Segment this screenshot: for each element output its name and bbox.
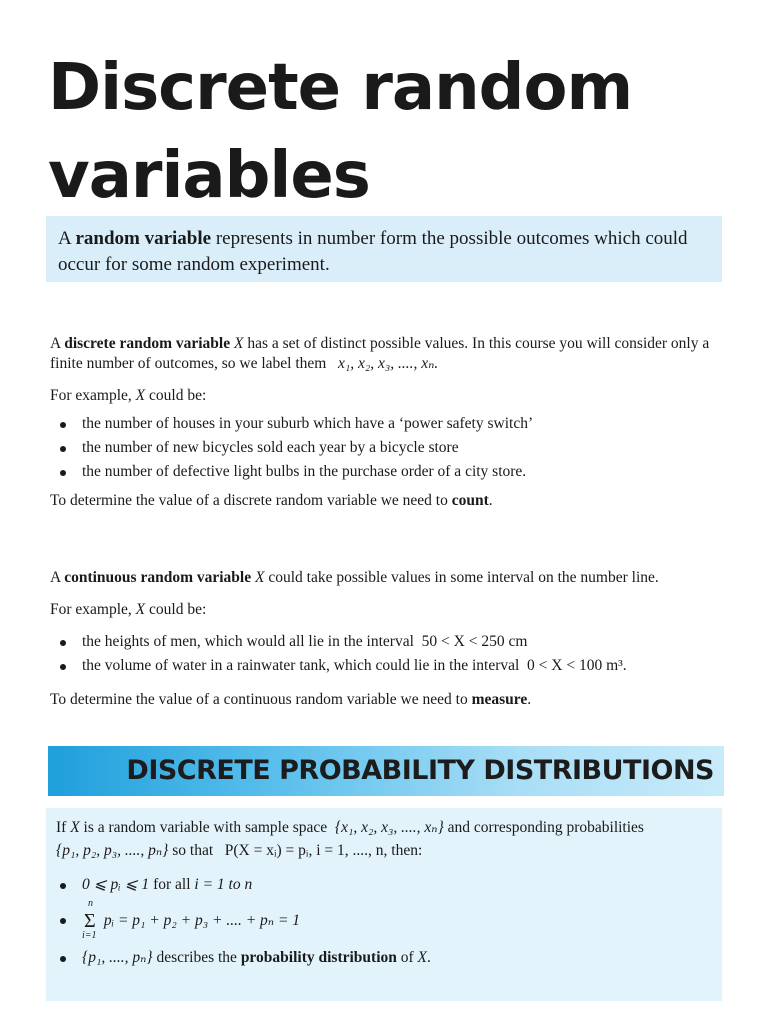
discrete-example-suffix: could be:	[145, 387, 207, 404]
dist-line1-b: is a random variable with sample space	[79, 819, 328, 836]
title-line-1: Discrete random	[48, 51, 633, 125]
definition-term: random variable	[75, 228, 212, 249]
discrete-def-a: A	[50, 335, 65, 352]
continuous-conclusion	[50, 690, 730, 710]
dist-line1-a: If	[56, 819, 71, 836]
condition-1-text: for all	[149, 876, 195, 893]
discrete-examples-list	[50, 412, 730, 484]
bullet-icon	[60, 883, 66, 889]
continuous-definition	[50, 568, 730, 588]
condition-1-math: 0 ⩽ pᵢ ⩽ 1	[82, 876, 150, 893]
continuous-example-suffix: could be:	[145, 601, 207, 618]
list-item-math: 50 < X < 250 cm	[421, 633, 528, 650]
list-item	[50, 436, 730, 460]
section-heading: DISCRETE PROBABILITY DISTRIBUTIONS	[126, 755, 714, 786]
condition-1-range: i = 1 to n	[194, 876, 253, 893]
discrete-def-term: discrete random variable	[64, 335, 231, 352]
condition-3-x: X	[417, 949, 428, 966]
continuous-example-prefix: For example,	[50, 601, 136, 618]
list-item-text: the number of houses in your suburb which have a ‘power safety switch’	[82, 415, 534, 432]
discrete-conclusion	[50, 491, 730, 511]
condition-3-set: {p₁, ...., pₙ}	[82, 949, 153, 966]
definition-text: represents in number form the possible outcomes which could occur for some random experiment.	[58, 228, 688, 275]
probability-set: {p₁, p₂, p₃, ...., pₙ}	[56, 842, 169, 859]
discrete-conclusion-text: To determine the value of a discrete random variable we need to	[50, 492, 452, 509]
bullet-icon	[60, 664, 66, 670]
bullet-icon	[60, 446, 66, 452]
continuous-def-x: X	[251, 569, 265, 586]
continuous-examples-list	[50, 630, 730, 678]
page-title	[48, 44, 632, 220]
sample-space-set: {x₁, x₂, x₃, ...., xₙ}	[334, 819, 444, 836]
list-item-math: 0 < X < 100 m³.	[527, 657, 627, 674]
discrete-example-x: X	[135, 387, 146, 404]
continuous-conclusion-end: .	[527, 691, 532, 708]
distribution-line-1	[56, 818, 722, 838]
section-banner	[48, 746, 724, 796]
probability-equation: P(X = xᵢ) = pᵢ, i = 1, ...., n,	[224, 842, 388, 859]
discrete-def-x: X	[230, 335, 244, 352]
list-item	[50, 898, 730, 944]
bullet-icon	[60, 422, 66, 428]
discrete-definition	[50, 334, 730, 374]
condition-3-b: of	[396, 949, 418, 966]
discrete-conclusion-term: count	[451, 492, 489, 509]
sum-upper-limit: n	[88, 898, 93, 910]
list-item	[50, 630, 730, 654]
definition-prefix: A	[58, 228, 76, 249]
discrete-values: x₁, x₂, x₃, ...., xₙ.	[337, 355, 439, 372]
sum-symbol	[82, 898, 100, 942]
list-item-text: the number of defective light bulbs in the purchase order of a city store.	[82, 463, 527, 480]
distribution-line-2	[56, 841, 722, 861]
dist-line2-a: so that	[168, 842, 218, 859]
condition-3-c: .	[427, 949, 431, 966]
continuous-def-b: could take possible values in some interval on the number line.	[264, 569, 659, 586]
continuous-conclusion-text: To determine the value of a continuous random variable we need to	[50, 691, 472, 708]
condition-3-term: probability distribution	[240, 949, 397, 966]
list-item-text: the volume of water in a rainwater tank, which could lie in the interval	[82, 657, 520, 674]
condition-3-a: describes the	[152, 949, 241, 966]
discrete-conclusion-end: .	[488, 492, 493, 509]
discrete-example-intro	[50, 386, 730, 406]
continuous-example-x: X	[135, 601, 146, 618]
sigma-icon: Σ	[84, 910, 96, 933]
bullet-icon	[60, 956, 66, 962]
list-item-text: the number of new bicycles sold each year by a bicycle store	[82, 439, 459, 456]
list-item	[50, 654, 730, 678]
dist-line1-c: and corresponding probabilities	[443, 819, 644, 836]
continuous-def-term: continuous random variable	[64, 569, 252, 586]
continuous-conclusion-term: measure	[471, 691, 528, 708]
list-item-text: the heights of men, which would all lie in the interval	[82, 633, 414, 650]
definition-box	[46, 216, 722, 282]
list-item	[50, 872, 730, 898]
bullet-icon	[60, 470, 66, 476]
title-line-2: variables	[48, 139, 370, 213]
bullet-icon	[60, 640, 66, 646]
dist-line2-b: then:	[387, 842, 423, 859]
list-item	[50, 944, 730, 972]
dist-line1-x: X	[70, 819, 80, 836]
distribution-conditions-list	[50, 872, 730, 972]
condition-2-math: pᵢ = p₁ + p₂ + p₃ + .... + pₙ = 1	[103, 912, 301, 929]
continuous-example-intro	[50, 600, 730, 620]
discrete-def-b: has a set of distinct possible values. In this course you will consider only a finite number of outcomes, so we label them	[50, 335, 710, 372]
sum-lower-limit: i=1	[82, 930, 97, 942]
continuous-def-a: A	[50, 569, 65, 586]
discrete-example-prefix: For example,	[50, 387, 136, 404]
bullet-icon	[60, 918, 66, 924]
list-item	[50, 412, 730, 436]
list-item	[50, 460, 730, 484]
